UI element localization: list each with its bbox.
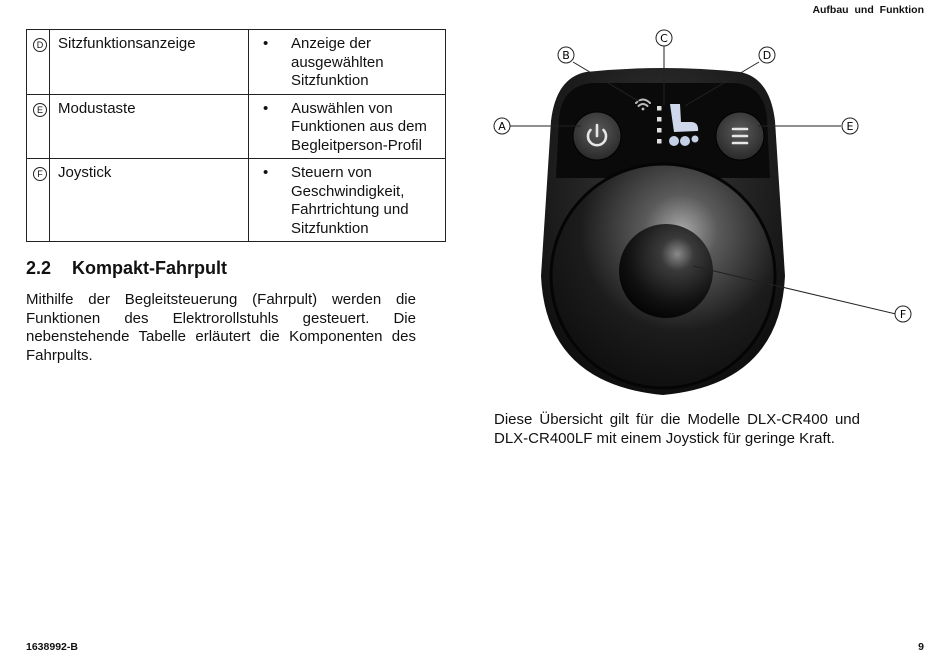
running-header: Aufbau und Funktion xyxy=(812,4,924,16)
callout-f xyxy=(895,306,911,322)
page-number: 9 xyxy=(918,641,924,653)
mode-button[interactable] xyxy=(716,112,764,160)
callout-e xyxy=(842,118,858,134)
control-unit-figure xyxy=(488,26,918,406)
bullet: • xyxy=(263,99,269,117)
section-number: 2.2 xyxy=(26,258,52,278)
section-heading xyxy=(26,258,227,279)
section-body: Mithilfe der Begleitsteuerung (Fahrpult) werden die Funktionen des Elektrorollstuhls gesteuert. Die nebenstehende Tabelle erläutert die Komponenten des Fahrpults. xyxy=(26,291,416,364)
component-name: Sitzfunktionsanzeige xyxy=(50,30,249,95)
bullet: • xyxy=(263,164,269,181)
component-description: Auswählen von Funktionen aus dem Begleitperson-Profil xyxy=(291,99,427,154)
component-table xyxy=(26,29,446,242)
svg-text:D: D xyxy=(762,49,772,62)
callout-a xyxy=(494,118,510,134)
callout-b xyxy=(558,47,574,63)
component-description: Anzeige der ausgewählten Sitzfunktion xyxy=(291,35,384,89)
letter-marker: E xyxy=(33,103,47,117)
table-row xyxy=(27,30,446,95)
component-name: Joystick xyxy=(50,159,249,242)
joystick-knob[interactable] xyxy=(619,224,713,318)
svg-text:B: B xyxy=(562,49,570,62)
component-name: Modustaste xyxy=(50,94,249,159)
component-description: Steuern von Geschwindigkeit, Fahrtrichtung und Sitzfunktion xyxy=(291,164,409,237)
letter-marker: D xyxy=(33,38,47,52)
bullet: • xyxy=(263,35,269,52)
svg-text:C: C xyxy=(660,32,668,45)
document-number: 1638992-B xyxy=(26,641,78,653)
section-title: Kompakt-Fahrpult xyxy=(72,258,227,278)
svg-text:E: E xyxy=(846,120,854,133)
table-row xyxy=(27,94,446,159)
power-button[interactable] xyxy=(573,112,621,160)
svg-text:A: A xyxy=(498,120,506,133)
svg-text:F: F xyxy=(899,308,907,321)
callout-c xyxy=(656,30,672,46)
table-row xyxy=(27,159,446,242)
letter-marker: F xyxy=(33,167,47,181)
figure-caption: Diese Übersicht gilt für die Modelle DLX-CR400 und DLX-CR400LF mit einem Joystick für geringe Kraft. xyxy=(494,411,860,447)
callout-d xyxy=(759,47,775,63)
